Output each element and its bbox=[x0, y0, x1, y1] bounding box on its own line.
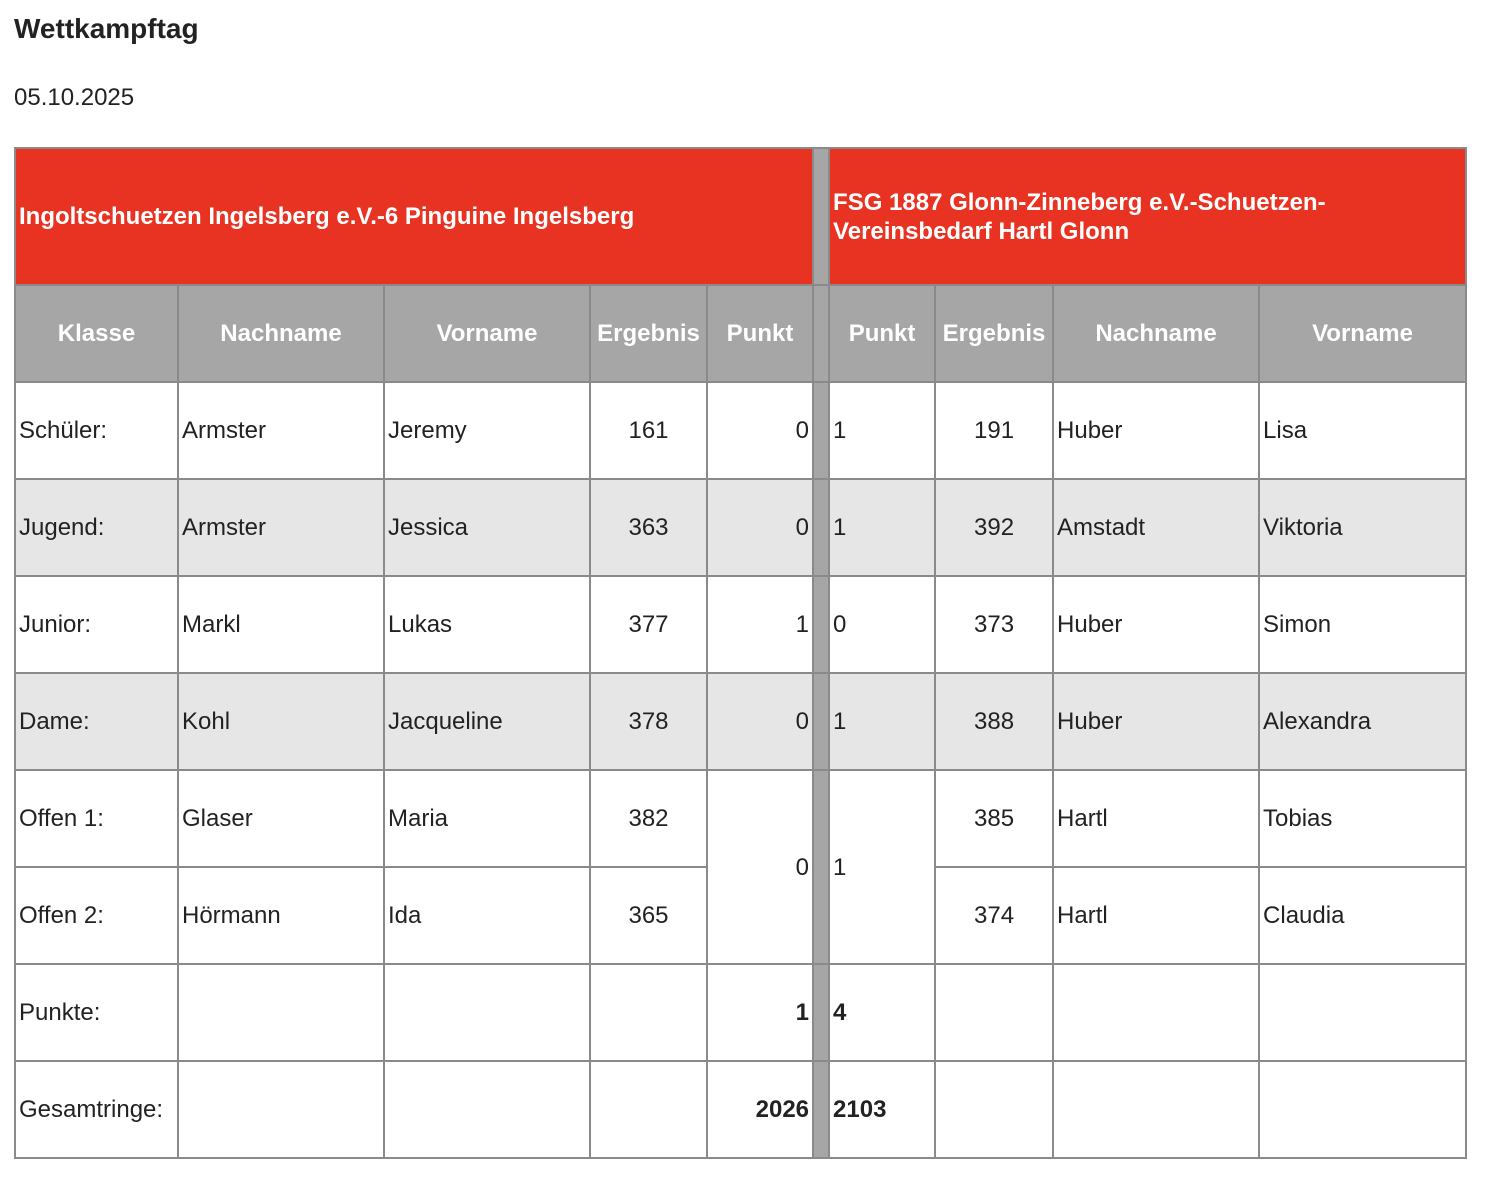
empty-cell bbox=[590, 1061, 707, 1158]
page-title: Wettkampftag bbox=[14, 13, 199, 44]
table-row bbox=[15, 576, 1466, 673]
klasse-cell: Schüler: bbox=[15, 382, 178, 479]
punkt-right-cell: 1 bbox=[829, 673, 935, 770]
empty-cell bbox=[935, 964, 1053, 1061]
vorname-right-cell: Alexandra bbox=[1259, 673, 1466, 770]
vorname-right-cell: Simon bbox=[1259, 576, 1466, 673]
header-nachname-left: Nachname bbox=[178, 285, 384, 382]
column-header-row bbox=[15, 285, 1466, 382]
nachname-left-cell: Glaser bbox=[178, 770, 384, 867]
ergebnis-left-cell: 382 bbox=[590, 770, 707, 867]
klasse-cell: Jugend: bbox=[15, 479, 178, 576]
vorname-left-cell: Jacqueline bbox=[384, 673, 590, 770]
ergebnis-right-cell: 373 bbox=[935, 576, 1053, 673]
header-punkt-right: Punkt bbox=[829, 285, 935, 382]
header-punkt-left: Punkt bbox=[707, 285, 813, 382]
nachname-right-cell: Huber bbox=[1053, 673, 1259, 770]
empty-cell bbox=[178, 1061, 384, 1158]
rings-total-label: Gesamtringe: bbox=[15, 1061, 178, 1158]
empty-cell bbox=[1259, 1061, 1466, 1158]
points-total-label: Punkte: bbox=[15, 964, 178, 1061]
nachname-left-cell: Markl bbox=[178, 576, 384, 673]
empty-cell bbox=[1053, 964, 1259, 1061]
team-header-row bbox=[15, 148, 1466, 285]
ergebnis-left-cell: 377 bbox=[590, 576, 707, 673]
column-separator bbox=[813, 285, 829, 382]
rings-total-left: 2026 bbox=[707, 1061, 813, 1158]
klasse-cell: Dame: bbox=[15, 673, 178, 770]
vorname-right-cell: Viktoria bbox=[1259, 479, 1466, 576]
nachname-right-cell: Huber bbox=[1053, 382, 1259, 479]
ergebnis-left-cell: 365 bbox=[590, 867, 707, 964]
vorname-left-cell: Jeremy bbox=[384, 382, 590, 479]
points-total-row bbox=[15, 964, 1466, 1061]
header-klasse: Klasse bbox=[15, 285, 178, 382]
column-separator bbox=[813, 148, 829, 285]
punkt-right-offen-cell: 1 bbox=[829, 770, 935, 964]
ergebnis-left-cell: 161 bbox=[590, 382, 707, 479]
vorname-left-cell: Lukas bbox=[384, 576, 590, 673]
header-ergebnis-left: Ergebnis bbox=[590, 285, 707, 382]
table-row bbox=[15, 770, 1466, 867]
nachname-right-cell: Huber bbox=[1053, 576, 1259, 673]
table-row bbox=[15, 673, 1466, 770]
ergebnis-left-cell: 363 bbox=[590, 479, 707, 576]
ergebnis-right-cell: 392 bbox=[935, 479, 1053, 576]
punkt-left-cell: 0 bbox=[707, 673, 813, 770]
empty-cell bbox=[384, 1061, 590, 1158]
team-right-name: FSG 1887 Glonn-Zinneberg e.V.-Schuetzen-Vereinsbedarf Hartl Glonn bbox=[829, 148, 1466, 285]
nachname-right-cell: Hartl bbox=[1053, 770, 1259, 867]
vorname-right-cell: Tobias bbox=[1259, 770, 1466, 867]
punkt-right-cell: 1 bbox=[829, 479, 935, 576]
punkt-left-cell: 0 bbox=[707, 382, 813, 479]
vorname-right-cell: Lisa bbox=[1259, 382, 1466, 479]
punkt-left-offen-cell: 0 bbox=[707, 770, 813, 964]
ergebnis-right-cell: 385 bbox=[935, 770, 1053, 867]
vorname-right-cell: Claudia bbox=[1259, 867, 1466, 964]
points-total-right: 4 bbox=[829, 964, 935, 1061]
nachname-right-cell: Amstadt bbox=[1053, 479, 1259, 576]
ergebnis-right-cell: 374 bbox=[935, 867, 1053, 964]
empty-cell bbox=[178, 964, 384, 1061]
ergebnis-left-cell: 378 bbox=[590, 673, 707, 770]
competition-date: 05.10.2025 bbox=[14, 84, 135, 111]
nachname-left-cell: Armster bbox=[178, 382, 384, 479]
klasse-cell: Offen 1: bbox=[15, 770, 178, 867]
ergebnis-right-cell: 388 bbox=[935, 673, 1053, 770]
results-table bbox=[14, 147, 1467, 1159]
punkt-left-cell: 1 bbox=[707, 576, 813, 673]
team-left-name: Ingoltschuetzen Ingelsberg e.V.-6 Pinguine Ingelsberg bbox=[15, 148, 813, 285]
column-separator bbox=[813, 479, 829, 576]
column-separator bbox=[813, 1061, 829, 1158]
column-separator bbox=[813, 964, 829, 1061]
rings-total-row bbox=[15, 1061, 1466, 1158]
nachname-right-cell: Hartl bbox=[1053, 867, 1259, 964]
nachname-left-cell: Kohl bbox=[178, 673, 384, 770]
punkt-right-cell: 1 bbox=[829, 382, 935, 479]
header-vorname-right: Vorname bbox=[1259, 285, 1466, 382]
vorname-left-cell: Ida bbox=[384, 867, 590, 964]
table-row bbox=[15, 382, 1466, 479]
header-nachname-right: Nachname bbox=[1053, 285, 1259, 382]
header-ergebnis-right: Ergebnis bbox=[935, 285, 1053, 382]
nachname-left-cell: Armster bbox=[178, 479, 384, 576]
vorname-left-cell: Jessica bbox=[384, 479, 590, 576]
points-total-left: 1 bbox=[707, 964, 813, 1061]
punkt-right-cell: 0 bbox=[829, 576, 935, 673]
nachname-left-cell: Hörmann bbox=[178, 867, 384, 964]
header-vorname-left: Vorname bbox=[384, 285, 590, 382]
punkt-left-cell: 0 bbox=[707, 479, 813, 576]
empty-cell bbox=[935, 1061, 1053, 1158]
empty-cell bbox=[384, 964, 590, 1061]
empty-cell bbox=[1053, 1061, 1259, 1158]
table-row bbox=[15, 479, 1466, 576]
column-separator bbox=[813, 770, 829, 964]
column-separator bbox=[813, 576, 829, 673]
klasse-cell: Junior: bbox=[15, 576, 178, 673]
rings-total-right: 2103 bbox=[829, 1061, 935, 1158]
column-separator bbox=[813, 673, 829, 770]
empty-cell bbox=[1259, 964, 1466, 1061]
empty-cell bbox=[590, 964, 707, 1061]
column-separator bbox=[813, 382, 829, 479]
vorname-left-cell: Maria bbox=[384, 770, 590, 867]
klasse-cell: Offen 2: bbox=[15, 867, 178, 964]
ergebnis-right-cell: 191 bbox=[935, 382, 1053, 479]
